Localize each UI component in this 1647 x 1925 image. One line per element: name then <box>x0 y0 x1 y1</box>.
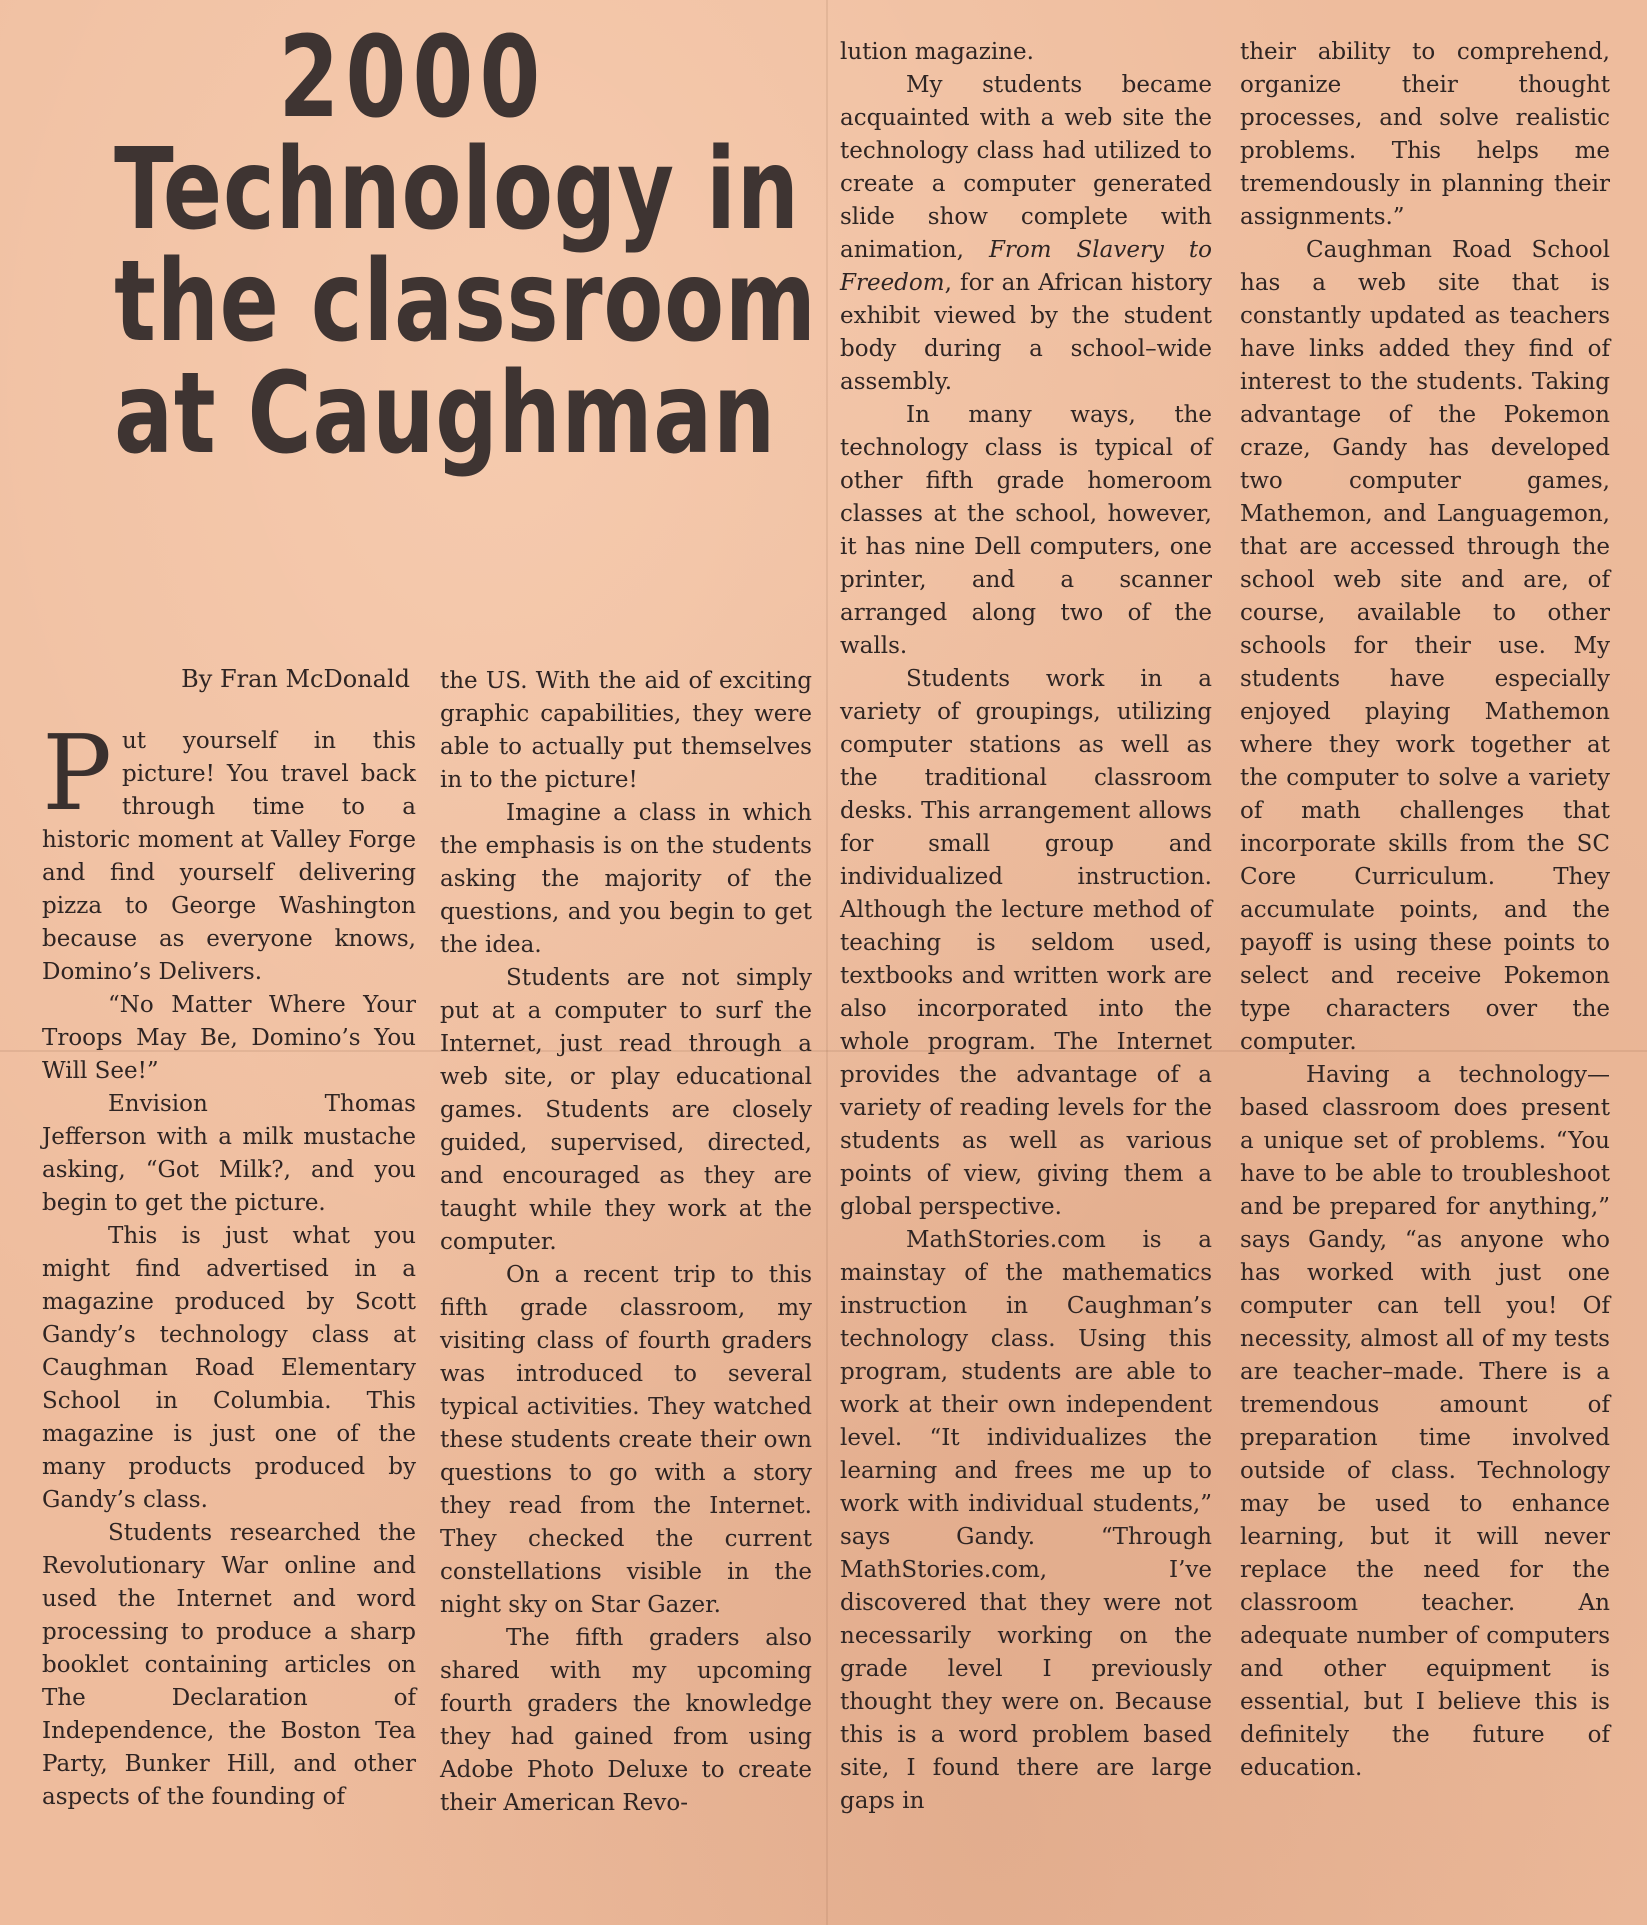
headline-line-2: the classroom <box>114 237 817 367</box>
column-4-paragraph: Having a technology—based classroom does present a unique set of problems. “You have to be able to troubleshoot and be prepared for anything,” says Gandy, “as anyone who has worked with just one computer can tell you! Of necessity, almost all of my tests are teacher–made. There is a tremendous amount of preparation time involved outside of class. Technology may be used to enhance learning, but it will never replace the need for the classroom teacher. An adequate number of computers and other equipment is essential, but I believe this is definitely the future of education. <box>1240 1062 1610 1781</box>
paper-crease <box>826 0 828 1925</box>
column-2-paragraph: the US. With the aid of exciting graphic capabilities, they were able to actually put themselves in to the picture! <box>440 668 812 793</box>
drop-cap: P <box>42 712 112 834</box>
column-1-paragraph: “No Matter Where Your Troops May Be, Domino’s You Will See!” <box>42 992 416 1084</box>
article-column-3 <box>840 36 1212 1818</box>
column-2-paragraph: Imagine a class in which the emphasis is on the students asking the majority of the questions, and you begin to get the idea. <box>440 800 812 958</box>
column-2-paragraph: The fifth graders also shared with my upcoming fourth graders the knowledge they had gained from using Adobe Photo Deluxe to create their American Revo- <box>440 1625 812 1816</box>
column-3-paragraph: lution magazine. <box>840 39 1034 65</box>
column-3-paragraph-2-text-end: , for an African history exhibit viewed by the student body during a school–wide assembly. <box>840 270 1212 395</box>
column-3-paragraph: In many ways, the technology class is typical of other fifth grade homeroom classes at the school, however, it has nine Dell computers, one printer, and a scanner arranged along two of the walls. <box>840 402 1212 659</box>
column-1-paragraph <box>42 712 416 989</box>
column-1-paragraph: Envision Thomas Jefferson with a milk mustache asking, “Got Milk?, and you begin to get the picture. <box>42 1091 416 1216</box>
column-4-paragraph: Caughman Road School has a web site that is constantly updated as teachers have links added they find of interest to the students. Taking advantage of the Pokemon craze, Gandy has developed two computer games, Mathemon, and Languagemon, that are accessed through the school web site and are, of course, available to other schools for their use. My students have especially enjoyed playing Mathemon where they work together at the computer to solve a variety of math challenges that incorporate skills from the SC Core Curriculum. They accumulate points, and the payoff is using these points to select and receive Pokemon type characters over the computer. <box>1240 237 1610 1055</box>
headline-line-3: at Caughman <box>114 349 777 479</box>
column-4-paragraph: their ability to comprehend, organize their thought processes, and solve realistic problems. This helps me tremendously in planning their assignments.” <box>1240 39 1610 230</box>
column-3-paragraph: Students work in a variety of groupings, utilizing computer stations as well as the traditional classroom desks. This arrangement allows for small group and individualized instruction. Although the lecture method of teaching is seldom used, textbooks and written work are also incorporated into the whole program. The Internet provides the advantage of a variety of reading levels for the students as well as various points of view, giving them a global perspective. <box>840 666 1212 1220</box>
column-1-paragraph-1-text: ut yourself in this picture! You travel back through time to a historic moment at Valley Forge and find yourself delivering pizza to George Washington because as everyone knows, Domino’s Delivers. <box>42 728 416 985</box>
column-1-paragraph: Students researched the Revolutionary War online and used the Internet and word processing to produce a sharp booklet containing articles on The Declaration of Independence, the Boston Tea Party, Bunker Hill, and other aspects of the founding of <box>42 1520 416 1810</box>
column-3-paragraph: MathStories.com is a mainstay of the mathematics instruction in Caughman’s technology class. Using this program, students are able to work at their own independent level. “It individualizes the learning and frees me up to work with individual students,” says Gandy. “Through MathStories.com, I’ve discovered that they were not necessarily working on the grade level I previously thought they were on. Because this is a word problem based site, I found there are large gaps in <box>840 1227 1212 1814</box>
column-1-paragraph: This is just what you might find advertised in a magazine produced by Scott Gandy’s technology class at Caughman Road Elementary School in Columbia. This magazine is just one of the many products produced by Gandy’s class. <box>42 1223 416 1513</box>
article-column-2 <box>440 665 812 1820</box>
column-3-paragraph-2-text: My students became acquainted with a web site the technology class had utilized to create a computer generated slide show complete with animation, <box>840 72 1212 263</box>
column-2-paragraph: Students are not simply put at a computer to surf the Internet, just read through a web site, or play educational games. Students are closely guided, supervised, directed, and encouraged as they are taught while they work at the computer. <box>440 965 812 1255</box>
exhibit-title: From Slavery to Freedom <box>840 237 1212 296</box>
article-column-4 <box>1240 36 1610 1785</box>
article-column-1 <box>42 712 416 1814</box>
headline-year: 2000 <box>278 13 547 143</box>
headline-line-1: Technology in <box>114 125 800 255</box>
column-2-paragraph: On a recent trip to this fifth grade classroom, my visiting class of fourth graders was introduced to several typical activities. They watched these students create their own questions to go with a story they read from the Internet. They checked the current constellations visible in the night sky on Star Gazer. <box>440 1262 812 1618</box>
column-3-paragraph <box>840 69 1212 399</box>
headline <box>114 13 817 479</box>
byline: By Fran McDonald <box>181 665 410 693</box>
